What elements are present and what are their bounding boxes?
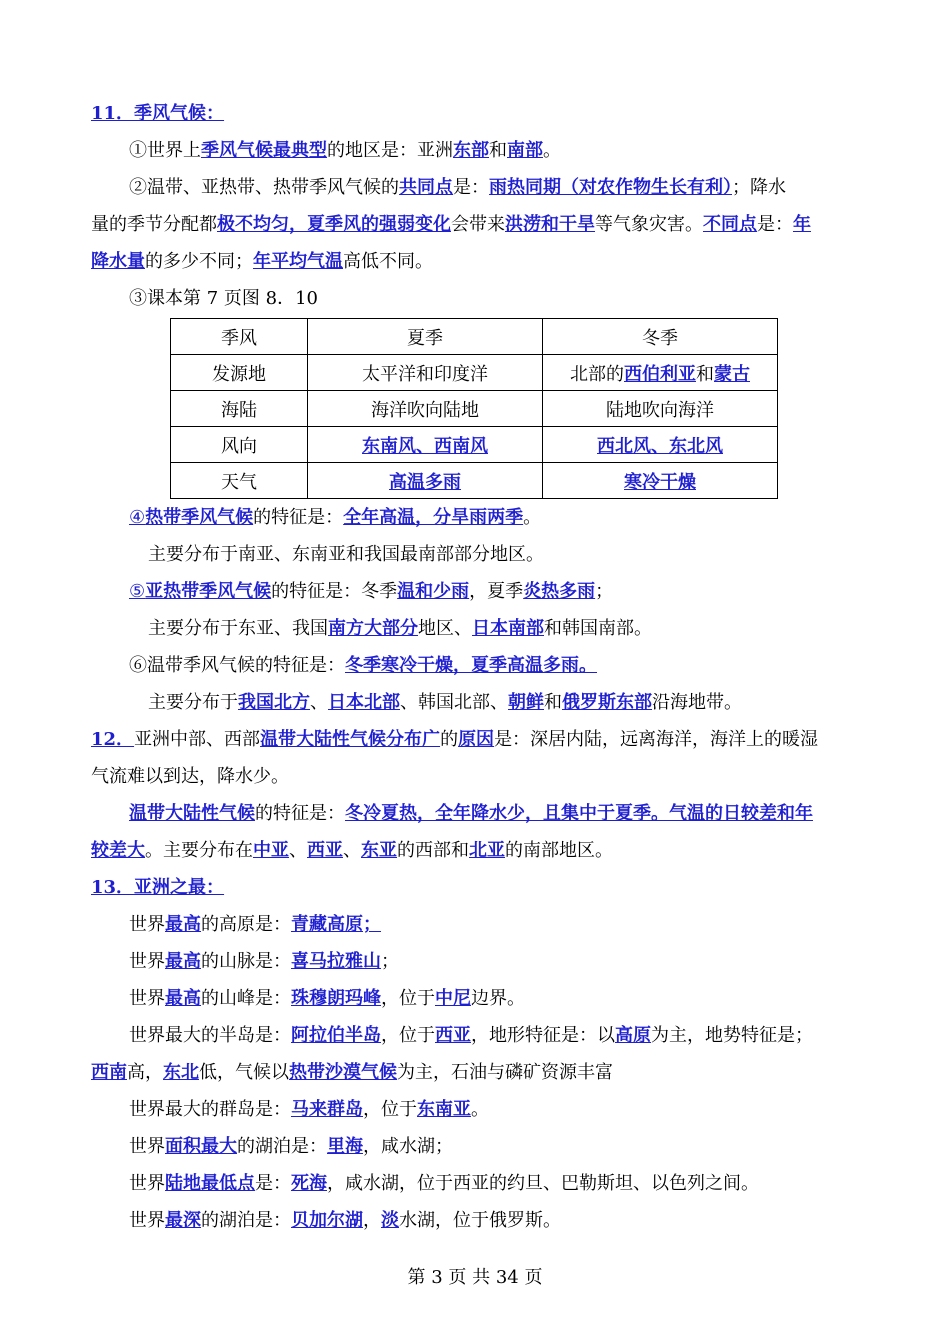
answer: 年平均气温 [253, 251, 343, 272]
text: 和 [696, 363, 714, 385]
text: 高， [127, 1062, 163, 1083]
text: 。 [543, 140, 561, 161]
table-cell: 风向 [171, 427, 308, 463]
table-cell [543, 427, 778, 463]
text: ，位于 [381, 1025, 435, 1046]
s12-point-1 [91, 721, 861, 758]
monsoon-table [170, 318, 778, 499]
text: 和韩国南部。 [544, 618, 652, 639]
answer: 东北 [163, 1062, 199, 1083]
answer: 俄罗斯东部 [562, 692, 652, 713]
text: 高低不同。 [343, 251, 433, 272]
text: 沿海地带。 [652, 692, 742, 713]
answer: 珠穆朗玛峰 [291, 988, 381, 1009]
answer: 季风气候最典型 [201, 140, 327, 161]
text: 的特征是： [255, 803, 345, 824]
s11-point-2-cont [91, 206, 861, 243]
answer: 雨热同期（对农作物生长有利） [489, 177, 732, 198]
answer: 东南亚 [417, 1099, 471, 1120]
text: ⑥温带季风气候的特征是： [129, 655, 345, 676]
text: 。主要分布在 [145, 840, 253, 861]
answer: 高原 [615, 1025, 651, 1046]
answer: 最高 [165, 914, 201, 935]
text: 的地区是：亚洲 [327, 140, 453, 161]
answer: 中尼 [435, 988, 471, 1009]
s11-point-3: ③课本第 7 页图 8．10 [129, 288, 318, 309]
text: 为主，石油与磷矿资源丰富 [397, 1062, 613, 1083]
answer: 西南 [91, 1062, 127, 1083]
text: ； [381, 951, 399, 972]
text: ，地形特征是：以 [471, 1025, 615, 1046]
answer: 西亚 [435, 1025, 471, 1046]
answer: 蒙古 [714, 363, 750, 385]
text: 为主，地势特征是； [651, 1025, 813, 1046]
table-row [171, 355, 778, 391]
text: 的山峰是： [201, 988, 291, 1009]
table-cell [543, 463, 778, 499]
answer: 我国北方 [238, 692, 310, 713]
text: 世界最大的群岛是： [129, 1099, 291, 1120]
answer: 东亚 [361, 840, 397, 861]
text: 的高原是： [201, 914, 291, 935]
text: 、韩国北部、 [400, 692, 508, 713]
s13-line-7 [91, 1165, 861, 1202]
answer: 炎热多雨 [523, 581, 596, 602]
s12-point-2 [91, 795, 861, 832]
text: 的多少不同； [145, 251, 253, 272]
text: 。 [523, 507, 542, 528]
answer: 年 [793, 214, 811, 235]
section-13-heading [91, 869, 861, 906]
text: 。 [471, 1099, 489, 1120]
s13-line-8 [91, 1202, 861, 1239]
s11-point-1 [91, 132, 861, 169]
table-cell: 陆地吹向海洋 [543, 391, 778, 427]
table-header: 夏季 [308, 319, 543, 355]
table-cell: 海洋吹向陆地 [308, 391, 543, 427]
answer: 温带大陆性气候 [129, 803, 255, 824]
text: 的南部地区。 [505, 840, 613, 861]
s13-line-4-cont [91, 1054, 861, 1091]
text: 亚洲中部、西部 [134, 729, 261, 750]
text: 量的季节分配都 [91, 214, 217, 235]
answer: 死海 [291, 1173, 327, 1194]
table-cell [308, 463, 543, 499]
text: 的西部和 [397, 840, 469, 861]
s13-line-3 [91, 980, 861, 1017]
section-12-number: 12． [91, 729, 135, 750]
table-header: 冬季 [543, 319, 778, 355]
text: 地区、 [418, 618, 472, 639]
s13-line-5 [91, 1091, 861, 1128]
answer: 喜马拉雅山 [291, 951, 381, 972]
text: 边界。 [471, 988, 525, 1009]
section-11-heading [91, 95, 861, 132]
answer: 朝鲜 [508, 692, 544, 713]
answer: 热带沙漠气候 [289, 1062, 397, 1083]
answer: 亚热带季风气候 [145, 581, 272, 602]
text: 是：深居内陆，远离海洋，海洋上的暖湿 [494, 729, 819, 750]
answer: 温和少雨 [397, 581, 470, 602]
text: 、 [289, 840, 307, 861]
answer: 青藏高原； [291, 914, 381, 935]
text: 等气象灾害。 [595, 214, 703, 235]
text: 世界 [129, 1173, 165, 1194]
answer: 共同点 [399, 177, 453, 198]
answer: 温带大陆性气候分布广 [260, 729, 441, 750]
table-cell: 海陆 [171, 391, 308, 427]
text: ，咸水湖，位于西亚的约旦、巴勒斯坦、以色列之间。 [327, 1173, 759, 1194]
s13-line-2 [91, 943, 861, 980]
text: 的 [440, 729, 459, 750]
text: 、 [310, 692, 328, 713]
text: 世界 [129, 951, 165, 972]
text: ； [595, 581, 614, 602]
text: ①世界上 [129, 140, 201, 161]
text: 是： [255, 1173, 291, 1194]
text: 主要分布于 [148, 692, 238, 713]
s13-line-4 [91, 1017, 861, 1054]
answer: 南方大部分 [328, 618, 418, 639]
text: 会带来 [451, 214, 505, 235]
answer: 全年高温，分旱雨两季 [343, 507, 524, 528]
answer: 极不均匀，夏季风的强弱变化 [217, 214, 451, 235]
text: 世界 [129, 914, 165, 935]
answer: 陆地最低点 [165, 1173, 255, 1194]
answer: 日本北部 [328, 692, 400, 713]
table-header-row [171, 319, 778, 355]
answer: 马来群岛 [291, 1099, 363, 1120]
answer: 西亚 [307, 840, 343, 861]
s11-point-5 [91, 573, 861, 610]
text: 的山脉是： [201, 951, 291, 972]
answer: 东部 [453, 140, 489, 161]
text: ②温带、亚热带、热带季风气候的 [129, 177, 399, 198]
s13-line-6 [91, 1128, 861, 1165]
s12-point-1-cont: 气流难以到达，降水少。 [91, 766, 289, 787]
text: 世界 [129, 1136, 165, 1157]
s11-point-5-dist [91, 610, 861, 647]
answer: 中亚 [253, 840, 289, 861]
text: 世界 [129, 1210, 165, 1231]
s11-point-4-dist: 主要分布于南亚、东南亚和我国最南部部分地区。 [148, 544, 544, 565]
text: 低，气候以 [199, 1062, 289, 1083]
s11-point-2 [91, 169, 861, 206]
text: 北部的 [570, 363, 624, 385]
text: ④ [129, 507, 146, 528]
answer: 日本南部 [472, 618, 544, 639]
text: 水湖，位于俄罗斯。 [399, 1210, 561, 1231]
text: 的湖泊是： [237, 1136, 327, 1157]
answer: 降水量 [91, 251, 145, 272]
s11-point-6-dist [91, 684, 861, 721]
text: ，夏季 [469, 581, 524, 602]
table-cell [308, 427, 543, 463]
text: 和 [489, 140, 507, 161]
answer: 洪涝和干旱 [505, 214, 595, 235]
s13-line-1 [91, 906, 861, 943]
text: 世界 [129, 988, 165, 1009]
answer: 北亚 [469, 840, 505, 861]
answer: 面积最大 [165, 1136, 237, 1157]
section-13-title: 13．亚洲之最： [91, 877, 225, 898]
answer: 西伯利亚 [624, 363, 696, 385]
answer: 最高 [165, 951, 201, 972]
answer: 原因 [458, 729, 495, 750]
answer: 东南风、西南风 [362, 435, 488, 457]
text: ，咸水湖； [363, 1136, 453, 1157]
table-row [171, 427, 778, 463]
table-cell: 太平洋和印度洋 [308, 355, 543, 391]
answer: 南部 [507, 140, 543, 161]
text: 是： [757, 214, 793, 235]
text: 主要分布于东亚、我国 [148, 618, 328, 639]
text: ，位于 [381, 988, 435, 1009]
text: 、 [343, 840, 361, 861]
answer: 里海 [327, 1136, 363, 1157]
text: 是： [453, 177, 489, 198]
section-11-title: 11．季风气候： [91, 103, 225, 124]
answer: 高温多雨 [389, 471, 461, 493]
s11-point-4 [91, 499, 861, 536]
s12-point-2-cont [91, 832, 861, 869]
s11-point-2-cont2 [91, 243, 861, 280]
table-cell: 发源地 [171, 355, 308, 391]
page-footer: 第 3 页 共 34 页 [407, 1267, 543, 1288]
answer: 最高 [165, 988, 201, 1009]
table-header: 季风 [171, 319, 308, 355]
text: ⑤ [129, 581, 146, 602]
answer: 最深 [165, 1210, 201, 1231]
answer: 冬季寒冷干燥，夏季高温多雨。 [345, 655, 597, 676]
page-content [91, 95, 861, 1239]
text: 和 [544, 692, 562, 713]
answer: 不同点 [703, 214, 757, 235]
text: 世界最大的半岛是： [129, 1025, 291, 1046]
table-row [171, 463, 778, 499]
answer: 热带季风气候 [145, 507, 254, 528]
table-row [171, 391, 778, 427]
table-cell [543, 355, 778, 391]
answer: 冬冷夏热，全年降水少，且集中于夏季。气温的日较差和年 [345, 803, 813, 824]
table-cell: 天气 [171, 463, 308, 499]
answer: 较差大 [91, 840, 145, 861]
answer: 贝加尔湖 [291, 1210, 363, 1231]
text: ，位于 [363, 1099, 417, 1120]
answer: 西北风、东北风 [597, 435, 723, 457]
text: ， [363, 1210, 381, 1231]
text: 的湖泊是： [201, 1210, 291, 1231]
answer: 寒冷干燥 [624, 471, 696, 493]
text: 的特征是：冬季 [271, 581, 398, 602]
text: ；降水 [732, 177, 786, 198]
s11-point-6 [91, 647, 861, 684]
answer: 阿拉伯半岛 [291, 1025, 381, 1046]
text: 的特征是： [253, 507, 344, 528]
answer: 淡 [381, 1210, 399, 1231]
